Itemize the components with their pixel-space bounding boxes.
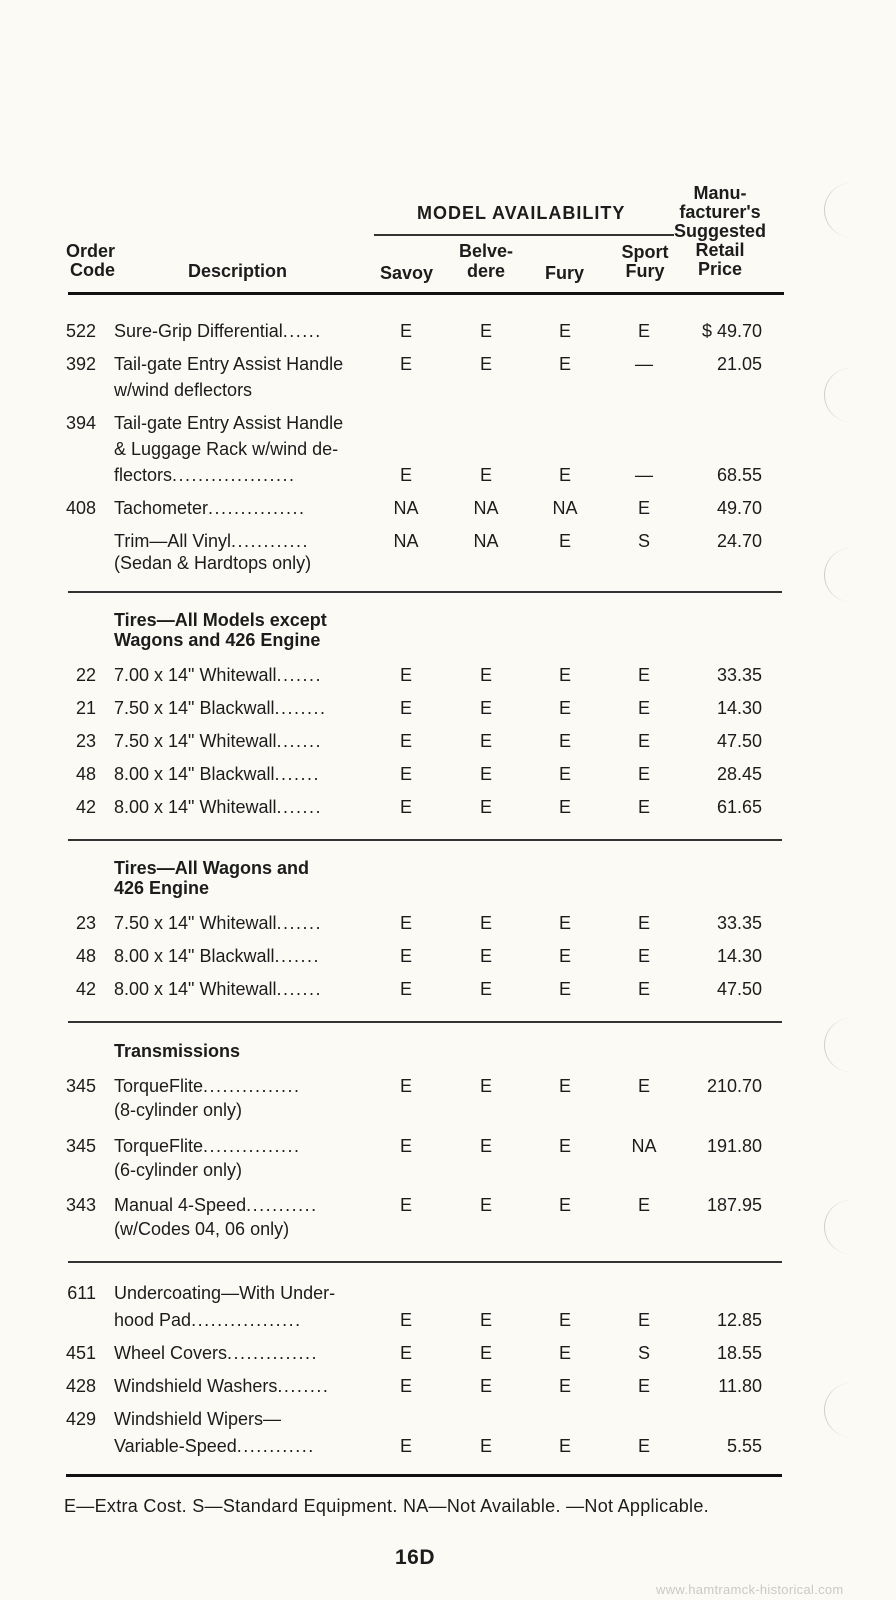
sport-fury-availability: E <box>637 698 650 718</box>
price-header-line-4: Retail <box>695 240 745 260</box>
belvedere-availability: E <box>479 698 492 718</box>
belvedere-availability: E <box>479 979 492 999</box>
table-row <box>0 1373 896 1407</box>
belvedere-availability: E <box>479 1310 492 1330</box>
savoy-availability: E <box>399 321 412 341</box>
sport-fury-availability: E <box>637 1310 650 1330</box>
description-continuation: w/wind deflectors <box>114 380 253 400</box>
header-rule <box>68 292 784 295</box>
table-row <box>0 910 896 944</box>
retail-price: 47.50 <box>716 731 762 751</box>
table-row <box>0 662 896 696</box>
retail-price: 33.35 <box>716 665 762 685</box>
fury-availability: E <box>558 354 571 374</box>
savoy-availability: E <box>399 1343 412 1363</box>
sport-fury-header-line-1: Sport <box>621 242 669 262</box>
fury-header: Fury <box>545 263 585 283</box>
order-code: 23 <box>75 913 96 933</box>
sport-fury-availability: NA <box>631 1136 657 1156</box>
section-title: Tires—All Models except <box>114 610 327 630</box>
binder-hole <box>824 1018 879 1072</box>
order-code: 48 <box>75 764 96 784</box>
order-code: 23 <box>75 731 96 751</box>
belvedere-availability: E <box>479 764 492 784</box>
savoy-availability: E <box>399 1076 412 1096</box>
table-row <box>0 695 896 729</box>
sport-fury-availability: E <box>637 797 650 817</box>
belvedere-availability: E <box>479 665 492 685</box>
retail-price: 14.30 <box>716 946 762 966</box>
retail-price: 187.95 <box>706 1195 762 1215</box>
retail-price: 18.55 <box>716 1343 762 1363</box>
description: Manual 4-Speed........... <box>114 1195 318 1215</box>
sport-fury-availability: S <box>637 1343 650 1363</box>
retail-price: 21.05 <box>716 354 762 374</box>
retail-price: 12.85 <box>716 1310 762 1330</box>
description: flectors................... <box>114 465 296 485</box>
fury-availability: E <box>558 913 571 933</box>
sport-fury-availability: E <box>637 321 650 341</box>
savoy-availability: E <box>399 979 412 999</box>
sport-fury-availability: E <box>637 498 650 518</box>
order-code: 22 <box>75 665 96 685</box>
savoy-availability: E <box>399 1310 412 1330</box>
order-code: 451 <box>65 1343 96 1363</box>
description: 8.00 x 14" Whitewall....... <box>114 979 322 999</box>
sport-fury-availability: E <box>637 731 650 751</box>
fury-availability: E <box>558 1310 571 1330</box>
order-code: 345 <box>65 1136 96 1156</box>
description: Wheel Covers.............. <box>114 1343 319 1363</box>
fury-availability: E <box>558 1436 571 1456</box>
binder-hole <box>824 183 879 237</box>
savoy-availability: E <box>399 797 412 817</box>
section-title: Transmissions <box>114 1041 241 1061</box>
description-continuation: & Luggage Rack w/wind de- <box>114 439 339 459</box>
sport-fury-availability: E <box>637 1076 650 1096</box>
description-header: Description <box>188 261 288 281</box>
description: Tachometer............... <box>114 498 306 518</box>
savoy-availability: E <box>399 465 412 485</box>
sport-fury-availability: E <box>637 1376 650 1396</box>
belvedere-availability: E <box>479 1343 492 1363</box>
footer-rule <box>66 1474 782 1477</box>
retail-price: 49.70 <box>716 498 762 518</box>
order-code: 21 <box>75 698 96 718</box>
belvedere-availability: E <box>479 321 492 341</box>
description: Tail-gate Entry Assist Handle <box>114 413 344 433</box>
savoy-availability: E <box>399 764 412 784</box>
order-code: 428 <box>65 1376 96 1396</box>
retail-price: 14.30 <box>716 698 762 718</box>
description: 7.50 x 14" Whitewall....... <box>114 913 322 933</box>
table-row <box>0 794 896 828</box>
page-number: 16D <box>395 1546 436 1569</box>
fury-availability: E <box>558 797 571 817</box>
order-code: 611 <box>67 1283 96 1303</box>
savoy-availability: E <box>399 698 412 718</box>
code-header: Code <box>70 260 115 280</box>
table-row <box>0 462 896 496</box>
order-code: 429 <box>65 1409 96 1429</box>
table-row <box>0 1307 896 1341</box>
belvedere-availability: E <box>479 1136 492 1156</box>
savoy-header: Savoy <box>380 263 434 283</box>
fury-availability: E <box>558 1195 571 1215</box>
fury-availability: E <box>558 946 571 966</box>
table-row <box>0 495 896 529</box>
retail-price: 61.65 <box>716 797 762 817</box>
section-divider <box>68 1261 782 1263</box>
fury-availability: E <box>558 1376 571 1396</box>
price-header-line-3: Suggested <box>673 221 766 241</box>
table-row <box>0 976 896 1010</box>
table-row <box>0 761 896 795</box>
savoy-availability: E <box>399 1136 412 1156</box>
sport-fury-availability: E <box>637 665 650 685</box>
description: Variable-Speed............ <box>114 1436 315 1456</box>
fury-availability: E <box>558 764 571 784</box>
description: Trim—All Vinyl............ <box>114 531 310 551</box>
description: Windshield Wipers— <box>114 1409 282 1429</box>
sport-fury-availability: E <box>637 1436 650 1456</box>
savoy-availability: E <box>399 913 412 933</box>
savoy-availability: E <box>399 731 412 751</box>
savoy-availability: E <box>399 1195 412 1215</box>
sport-fury-availability: E <box>637 764 650 784</box>
description: 7.50 x 14" Whitewall....... <box>114 731 322 751</box>
model-availability-heading: MODEL AVAILABILITY <box>417 203 626 223</box>
savoy-availability: NA <box>393 498 419 518</box>
retail-price: 191.80 <box>706 1136 762 1156</box>
retail-price: 28.45 <box>716 764 762 784</box>
belvedere-availability: E <box>479 465 492 485</box>
savoy-availability: E <box>399 1376 412 1396</box>
section-title: Wagons and 426 Engine <box>114 630 321 650</box>
fury-availability: E <box>558 1076 571 1096</box>
table-row <box>0 728 896 762</box>
description-continuation: (w/Codes 04, 06 only) <box>114 1219 290 1239</box>
fury-availability: NA <box>552 498 578 518</box>
description: Undercoating—With Under- <box>114 1283 336 1303</box>
belvedere-availability: E <box>479 946 492 966</box>
section-title: 426 Engine <box>114 878 210 898</box>
legend-footnote: E—Extra Cost. S—Standard Equipment. NA—Not Available. —Not Applicable. <box>64 1496 709 1516</box>
section-divider <box>68 1021 782 1023</box>
sport-fury-availability: E <box>637 979 650 999</box>
fury-availability: E <box>558 321 571 341</box>
section-title: Tires—All Wagons and <box>114 858 310 878</box>
sport-fury-availability: — <box>635 354 653 374</box>
watermark: www.hamtramck-historical.com <box>656 1582 844 1597</box>
order-code: 408 <box>65 498 96 518</box>
belvedere-availability: E <box>479 354 492 374</box>
sport-fury-header-line-2: Fury <box>625 261 665 281</box>
retail-price: 47.50 <box>716 979 762 999</box>
sport-fury-availability: S <box>637 531 650 551</box>
retail-price: 68.55 <box>716 465 762 485</box>
sport-fury-availability: E <box>637 946 650 966</box>
belvedere-availability: E <box>479 1436 492 1456</box>
belvedere-availability: NA <box>473 531 499 551</box>
description: TorqueFlite............... <box>114 1076 301 1096</box>
order-code: 522 <box>65 321 96 341</box>
model-availability-rule <box>374 234 674 236</box>
price-header-line-5: Price <box>697 259 743 279</box>
fury-availability: E <box>558 1343 571 1363</box>
retail-price: 11.80 <box>718 1376 762 1396</box>
description-continuation: (6-cylinder only) <box>114 1160 243 1180</box>
description: TorqueFlite............... <box>114 1136 301 1156</box>
description: 8.00 x 14" Blackwall....... <box>114 764 320 784</box>
savoy-availability: E <box>399 1436 412 1456</box>
order-code: 42 <box>75 979 96 999</box>
description-continuation: (8-cylinder only) <box>114 1100 243 1120</box>
description: 8.00 x 14" Whitewall....... <box>114 797 322 817</box>
fury-availability: E <box>558 979 571 999</box>
description: hood Pad................. <box>114 1310 302 1330</box>
savoy-availability: E <box>399 665 412 685</box>
fury-availability: E <box>558 1136 571 1156</box>
order-code: 42 <box>75 797 96 817</box>
belvedere-availability: E <box>479 731 492 751</box>
belvedere-header-line-1: Belve- <box>458 241 514 261</box>
belvedere-availability: NA <box>473 498 499 518</box>
table-row <box>0 318 896 352</box>
description: Sure-Grip Differential...... <box>114 321 322 341</box>
order-code: 343 <box>65 1195 96 1215</box>
price-header-line-2: facturer's <box>679 202 761 222</box>
sport-fury-availability: E <box>637 913 650 933</box>
section-divider <box>68 839 782 841</box>
savoy-availability: E <box>399 354 412 374</box>
description: 7.50 x 14" Blackwall........ <box>114 698 327 718</box>
table-row <box>0 943 896 977</box>
section-divider <box>68 591 782 593</box>
retail-price: 210.70 <box>706 1076 762 1096</box>
belvedere-availability: E <box>479 1076 492 1096</box>
retail-price: 24.70 <box>716 531 762 551</box>
retail-price: 33.35 <box>716 913 762 933</box>
order-code: 48 <box>75 946 96 966</box>
description: Tail-gate Entry Assist Handle <box>114 354 344 374</box>
belvedere-availability: E <box>479 797 492 817</box>
price-header-line-1: Manu- <box>693 183 747 203</box>
fury-availability: E <box>558 665 571 685</box>
order-code: 392 <box>65 354 96 374</box>
description: 8.00 x 14" Blackwall....... <box>114 946 320 966</box>
table-row <box>0 1433 896 1467</box>
table-row <box>0 1340 896 1374</box>
fury-availability: E <box>558 465 571 485</box>
retail-price: 5.55 <box>726 1436 762 1456</box>
order-header: Order <box>66 241 116 261</box>
savoy-availability: NA <box>393 531 419 551</box>
sport-fury-availability: E <box>637 1195 650 1215</box>
belvedere-header-line-2: dere <box>466 261 506 281</box>
fury-availability: E <box>558 698 571 718</box>
belvedere-availability: E <box>479 1195 492 1215</box>
order-code: 394 <box>65 413 96 433</box>
description: 7.00 x 14" Whitewall....... <box>114 665 322 685</box>
belvedere-availability: E <box>479 1376 492 1396</box>
savoy-availability: E <box>399 946 412 966</box>
description-continuation: (Sedan & Hardtops only) <box>114 553 312 573</box>
fury-availability: E <box>558 731 571 751</box>
sport-fury-availability: — <box>635 465 653 485</box>
retail-price: $ 49.70 <box>701 321 762 341</box>
description: Windshield Washers........ <box>114 1376 330 1396</box>
belvedere-availability: E <box>479 913 492 933</box>
order-code: 345 <box>65 1076 96 1096</box>
fury-availability: E <box>558 531 571 551</box>
